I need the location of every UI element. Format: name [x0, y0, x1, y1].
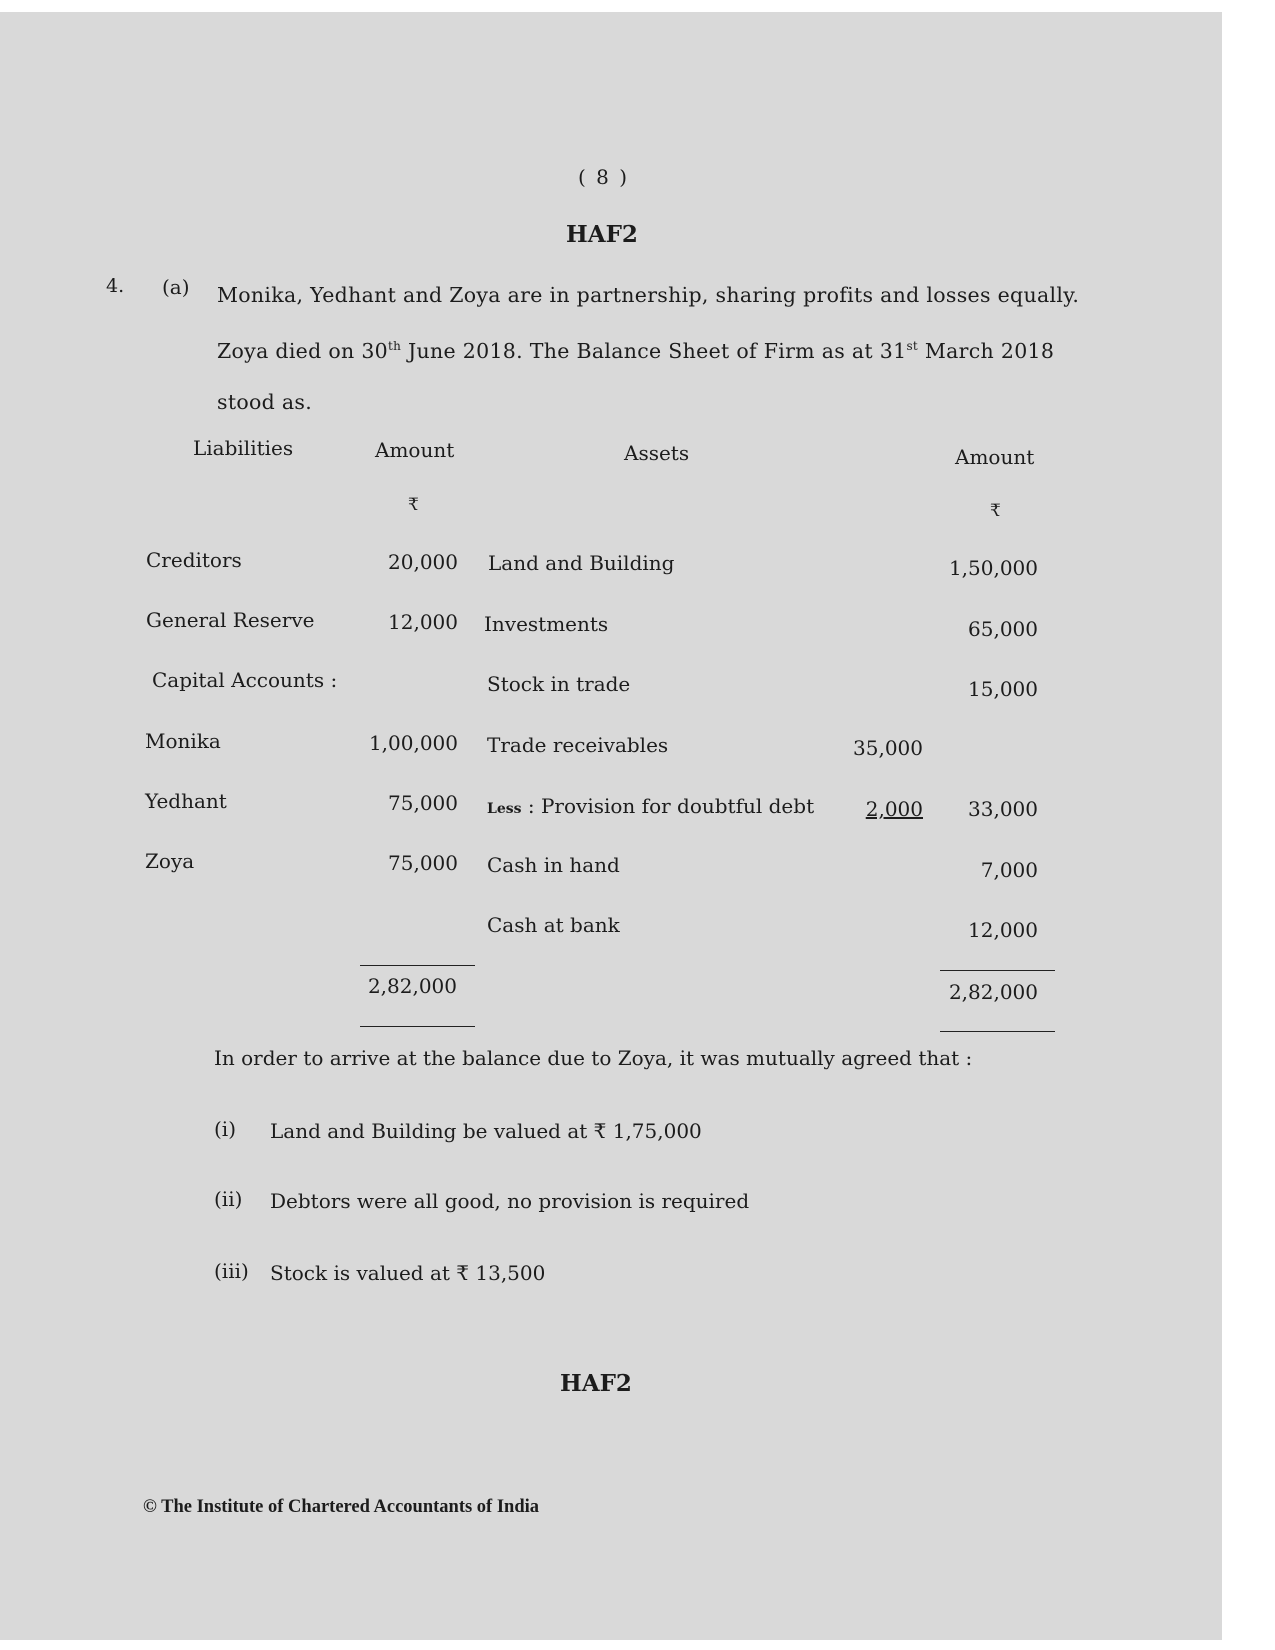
currency-left: ₹ — [408, 495, 419, 515]
condition-number: (ii) — [214, 1187, 243, 1211]
liability-amount: 1,00,000 — [368, 731, 458, 755]
total-rule-top-right — [940, 970, 1055, 971]
asset-label: Stock in trade — [487, 672, 631, 696]
page-number: ( 8 ) — [578, 165, 630, 189]
question-line-1: Monika, Yedhant and Zoya are in partnership, sharing profits and losses equally. — [217, 283, 1080, 307]
conditions-intro: In order to arrive at the balance due to Zoya, it was mutually agreed that : — [214, 1046, 973, 1070]
paper-code-bottom: HAF2 — [560, 1370, 632, 1397]
total-rule-top-left — [360, 965, 475, 966]
total-assets: 2,82,000 — [948, 980, 1038, 1004]
question-line-3: stood as. — [217, 389, 313, 414]
asset-amount: 7,000 — [980, 858, 1038, 882]
total-rule-bottom-left — [360, 1026, 475, 1027]
asset-amount: 15,000 — [968, 677, 1038, 701]
condition-text: Debtors were all good, no provision is required — [270, 1189, 750, 1213]
paper-code-top: HAF2 — [566, 221, 638, 248]
asset-subamount: 35,000 — [853, 736, 923, 760]
liability-amount: 12,000 — [388, 610, 458, 634]
currency-right: ₹ — [990, 501, 1001, 521]
asset-amount: 12,000 — [968, 918, 1038, 942]
total-rule-bottom-right — [940, 1031, 1055, 1032]
liability-label: Creditors — [146, 548, 242, 572]
question-part: (a) — [162, 275, 190, 299]
asset-amount: 1,50,000 — [948, 556, 1038, 580]
asset-subamount: 2,000 — [865, 797, 923, 821]
liability-label: Monika — [145, 729, 221, 753]
asset-label: Cash in hand — [487, 853, 620, 877]
liability-label: Yedhant — [145, 789, 227, 813]
copyright-footer: © The Institute of Chartered Accountants of India — [143, 1497, 540, 1517]
header-assets: Assets — [624, 441, 690, 465]
liability-label: General Reserve — [146, 608, 315, 632]
asset-label: Land and Building — [488, 551, 675, 575]
liability-amount: 75,000 — [388, 851, 458, 875]
asset-label: Less : Provision for doubtful debt — [487, 794, 815, 818]
liability-amount: 20,000 — [388, 550, 458, 574]
condition-text: Land and Building be valued at ₹ 1,75,000 — [270, 1119, 702, 1143]
liability-label: Capital Accounts : — [152, 668, 338, 692]
asset-amount: 33,000 — [968, 797, 1038, 821]
asset-label: Investments — [484, 612, 609, 636]
condition-number: (i) — [214, 1117, 237, 1141]
header-amount-left: Amount — [375, 438, 455, 462]
question-line-2: Zoya died on 30th June 2018. The Balance Sheet of Firm as at 31st March 2018 — [217, 338, 1055, 363]
liability-amount: 75,000 — [388, 791, 458, 815]
header-liabilities: Liabilities — [193, 436, 294, 460]
question-text — [217, 270, 1085, 428]
condition-text: Stock is valued at ₹ 13,500 — [270, 1261, 546, 1285]
liability-label: Zoya — [145, 849, 195, 873]
question-number: 4. — [106, 275, 125, 297]
asset-label: Trade receivables — [487, 733, 669, 757]
header-amount-right: Amount — [955, 445, 1035, 469]
total-liabilities: 2,82,000 — [367, 974, 457, 998]
asset-label: Cash at bank — [487, 913, 620, 937]
asset-amount: 65,000 — [968, 617, 1038, 641]
condition-number: (iii) — [214, 1259, 249, 1283]
